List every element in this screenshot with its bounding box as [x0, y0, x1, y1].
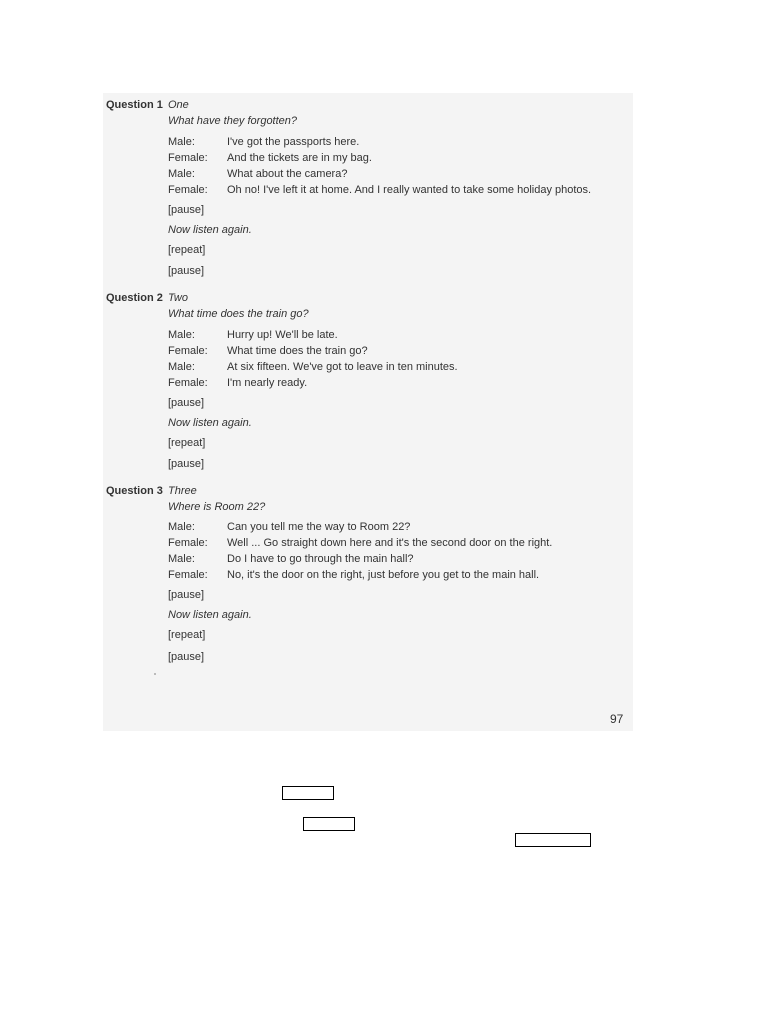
answer-box[interactable]	[303, 817, 355, 831]
pause-cue: [pause]	[168, 265, 205, 277]
speaker-label: Male:	[168, 168, 195, 180]
pause-cue: [pause]	[168, 458, 205, 470]
speaker-label: Female:	[168, 184, 208, 196]
speaker-label: Male:	[168, 521, 195, 533]
dialogue-line: And the tickets are in my bag.	[227, 152, 372, 164]
question-label: Question 3	[106, 485, 163, 497]
dialogue-line: At six fifteen. We've got to leave in ten minutes.	[227, 361, 458, 373]
speaker-label: Male:	[168, 361, 195, 373]
question-number-word: Three	[168, 485, 197, 497]
speaker-label: Female:	[168, 537, 208, 549]
dialogue-line: What time does the train go?	[227, 345, 368, 357]
pause-cue: [pause]	[168, 651, 205, 663]
speaker-label: Male:	[168, 329, 195, 341]
question-label: Question 2	[106, 292, 163, 304]
speaker-label: Male:	[168, 553, 195, 565]
speaker-label: Female:	[168, 345, 208, 357]
question-number-word: One	[168, 99, 189, 111]
dialogue-line: Can you tell me the way to Room 22?	[227, 521, 411, 533]
pause-cue: [pause]	[168, 204, 205, 216]
answer-box[interactable]	[282, 786, 334, 800]
repeat-cue: [repeat]	[168, 244, 206, 256]
dialogue-line: No, it's the door on the right, just before you get to the main hall.	[227, 569, 540, 581]
dialogue-line: Well ... Go straight down here and it's the second door on the right.	[227, 537, 553, 549]
answer-box[interactable]	[515, 833, 591, 847]
listen-again-cue: Now listen again.	[168, 609, 252, 621]
question-prompt: Where is Room 22?	[168, 501, 266, 513]
dialogue-line: I've got the passports here.	[227, 136, 360, 148]
question-number-word: Two	[168, 292, 188, 304]
repeat-cue: [repeat]	[168, 437, 206, 449]
speaker-label: Female:	[168, 569, 208, 581]
pause-cue: [pause]	[168, 397, 205, 409]
dialogue-line: Hurry up! We'll be late.	[227, 329, 338, 341]
speaker-label: Female:	[168, 152, 208, 164]
dialogue-line: Oh no! I've left it at home. And I really wanted to take some holiday photos.	[227, 184, 592, 196]
speaker-label: Male:	[168, 136, 195, 148]
dialogue-line: Do I have to go through the main hall?	[227, 553, 414, 565]
pause-cue: [pause]	[168, 589, 205, 601]
question-label: Question 1	[106, 99, 163, 111]
scan-speck	[154, 673, 156, 675]
page-number: 97	[610, 712, 624, 726]
dialogue-line: I'm nearly ready.	[227, 377, 308, 389]
speaker-label: Female:	[168, 377, 208, 389]
listen-again-cue: Now listen again.	[168, 224, 252, 236]
listen-again-cue: Now listen again.	[168, 417, 252, 429]
question-prompt: What have they forgotten?	[168, 115, 298, 127]
question-prompt: What time does the train go?	[168, 308, 309, 320]
scanned-page	[103, 93, 633, 731]
repeat-cue: [repeat]	[168, 629, 206, 641]
dialogue-line: What about the camera?	[227, 168, 348, 180]
